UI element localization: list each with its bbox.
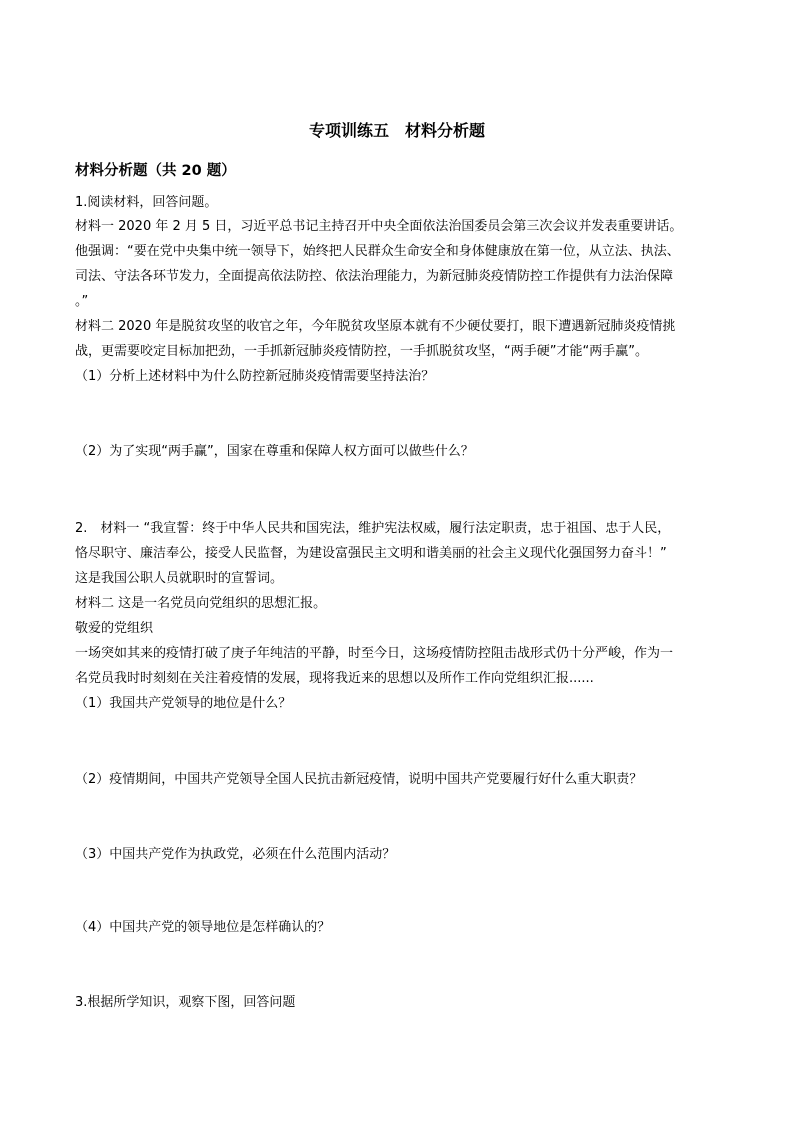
q2-line4: 材料二 这是一名党员向党组织的思想汇报。 bbox=[75, 596, 327, 611]
q1-material2-line1: 材料二 2020 年是脱贫攻坚的收官之年，今年脱贫攻坚原本就有不少硬仗要打，眼下遭遇新冠肺炎疫情挑 bbox=[75, 319, 676, 334]
q2-line5: 敬爱的党组织 bbox=[75, 621, 154, 636]
q2-subquestion-3: （3）中国共产党作为执政党，必须在什么范围内活动？ bbox=[75, 847, 396, 862]
q2-subquestion-4: （4）中国共产党的领导地位是怎样确认的？ bbox=[75, 920, 331, 935]
q1-subquestion-2: （2）为了实现“两手赢”，国家在尊重和保障人权方面可以做些什么？ bbox=[75, 444, 474, 459]
q2-line3: 这是我国公职人员就职时的宣誓词。 bbox=[75, 571, 284, 586]
question-3-stem: 3.根据所学知识，观察下图，回答问题 bbox=[75, 995, 296, 1010]
q2-line7: 名党员我时时刻刻在关注着疫情的发展，现将我近来的思想以及所作工作向党组织汇报...... bbox=[75, 671, 594, 686]
q1-material1-line2: 他强调：“要在党中央集中统一领导下，始终把人民群众生命安全和身体健康放在第一位，从立法、执法、 bbox=[75, 244, 680, 259]
section-heading: 材料分析题（共 20 题） bbox=[75, 163, 236, 179]
q2-subquestion-2: （2）疫情期间，中国共产党领导全国人民抗击新冠疫情，说明中国共产党要履行好什么重大职责？ bbox=[75, 772, 643, 787]
q1-material1-line4: 。” bbox=[75, 294, 89, 309]
page-title: 专项训练五 材料分析题 bbox=[308, 121, 485, 140]
q1-material2-line2: 战，更需要咬定目标加把劲，一手抓新冠肺炎疫情防控，一手抓脱贫攻坚，“两手硬”才能“两手赢”。 bbox=[75, 344, 648, 359]
q1-subquestion-1: （1）分析上述材料中为什么防控新冠肺炎疫情需要坚持法治？ bbox=[75, 369, 435, 384]
q2-subquestion-1: （1）我国共产党领导的地位是什么？ bbox=[75, 696, 292, 711]
q2-line2: 恪尽职守、廉洁奉公，接受人民监督，为建设富强民主文明和谐美丽的社会主义现代化强国努力奋斗！” bbox=[75, 546, 667, 561]
question-1-stem: 1.阅读材料，回答问题。 bbox=[75, 195, 218, 210]
q2-line1: 2. 材料一 “我宣誓：终于中华人民共和国宪法，维护宪法权威，履行法定职责，忠于祖国、忠于人民， bbox=[75, 521, 671, 536]
q1-material1-line1: 材料一 2020 年 2 月 5 日，习近平总书记主持召开中央全面依法治国委员会第三次会议并发表重要讲话。 bbox=[75, 219, 683, 234]
q1-material1-line3: 司法、守法各环节发力，全面提高依法防控、依法治理能力，为新冠肺炎疫情防控工作提供有力法治保障 bbox=[75, 269, 674, 284]
q2-line6: 一场突如其来的疫情打破了庚子年纯洁的平静，时至今日，这场疫情防控阻击战形式仍十分严峻，作为一 bbox=[75, 646, 674, 661]
